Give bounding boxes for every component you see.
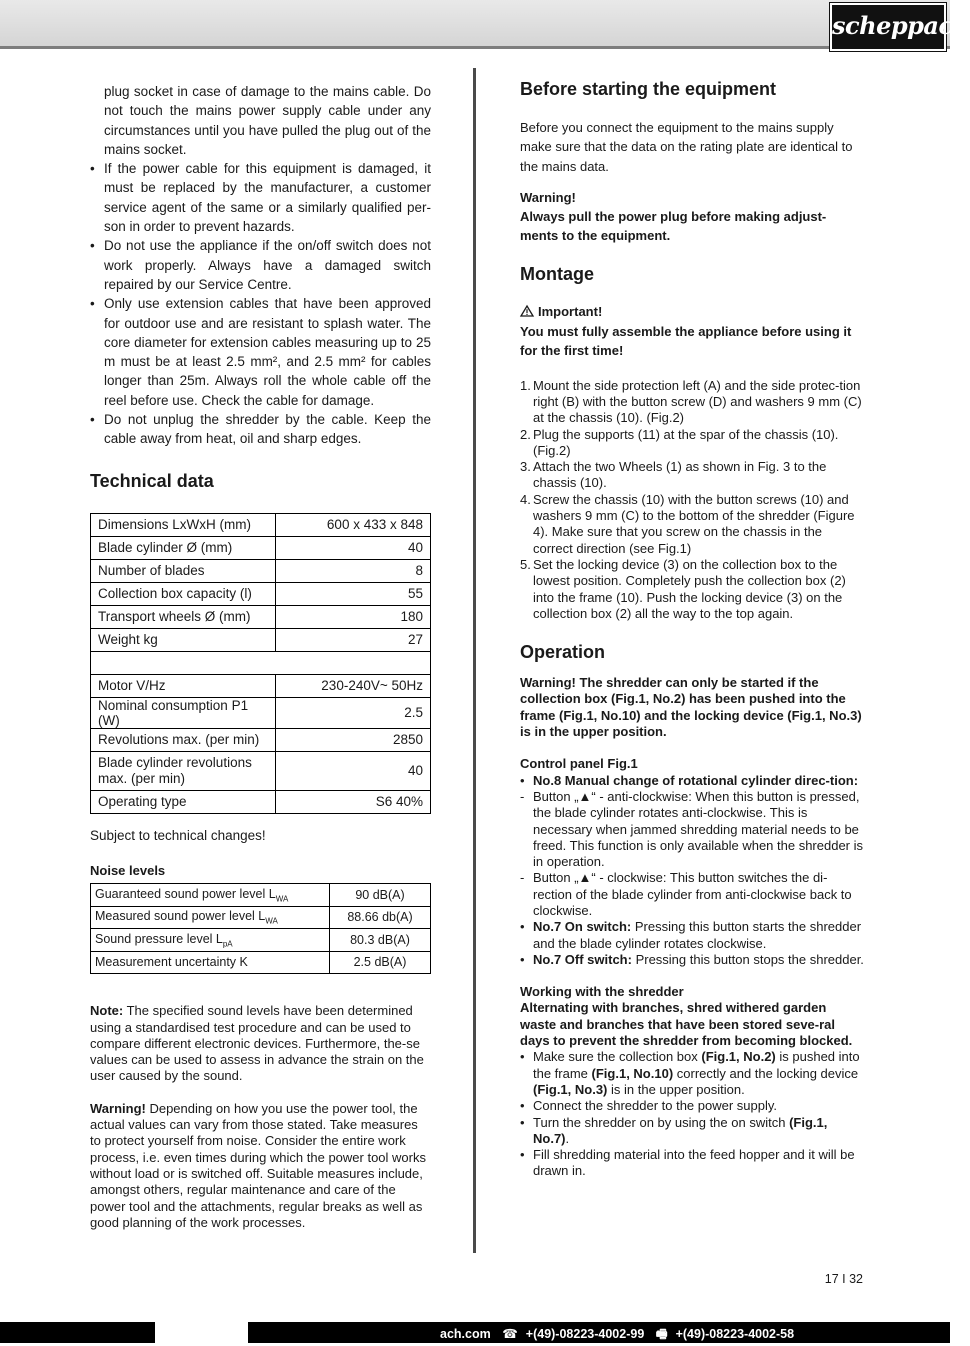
list-item: • Do not use the appliance if the on/off switch does not work properly. Always have a damaged switch repaired by our Service Centre. [90,238,431,292]
list-item: 3. Attach the two Wheels (1) as shown in Fig. 3 to the chassis (10). [520,459,827,491]
list-item: • Only use extension cables that have been approved for outdoor use and are resistant to splash water. The core diameter for extension cables measuring up to 25 m must be at least 2.5 mm², and 2.5 mm² for cables longer than 25m. Always roll the whole cable off the reel before use. Check the cable for damage. [90,296,431,408]
phone-icon: ☎ [502,1327,518,1341]
list-item: 4. Screw the chassis (10) with the button screws (10) and washers 9 mm (C) to the bottom of the shredder (Figure 4). Make sure that you screw on the chassis in the correct direction (see Fig.1) [520,491,855,556]
safety-bullets [90,159,431,448]
noise-levels-heading: Noise levels [90,862,166,878]
table-row: Guaranteed sound power level $L_{WA}$ 90 dB(A) [91,884,431,907]
subject-note: Subject to technical changes! [90,827,266,843]
footer-gap [155,1322,248,1343]
noise-warning-paragraph: Warning! Depending on how you use the power tool, the actual values can vary from those stated. Take measures to protect yourself from noise. Consider the entire work process, i.e. even times during which the power tool works without load or is switched off. Suitable measures include, amongst others, regular maintenance and care of the power tool and the attachments, regular breaks as well as good planning of the work processes. [90,1100,426,1230]
phone-number: +(49)-08223-4002-99 [525,1327,645,1341]
list-item: • No.7 On switch: Pressing this button starts the shredder and the blade cylinder rotates clockwise. [520,919,862,951]
note-paragraph: Note: The specified sound levels have been determined using a standardised test procedure and can be used to compare different electronic devices. Furthermore, the-se values can be used to assess in advance the strain on the user caused by the sound. [90,1003,424,1084]
footer-bar [0,1322,950,1343]
before-starting-heading: Before starting the equipment [520,79,777,99]
list-item: - Button „▲“ - clockwise: This button switches the di-rection of the blade cylinder from anti-clockwise back to clockwise. [520,870,852,918]
list-item: • Turn the shredder on by using the on switch (Fig.1, No.7). [520,1114,828,1146]
fax-icon: 🖷 [655,1327,668,1341]
important-text: You must fully assemble the appliance before using it for the first time! [520,324,852,359]
list-item: 2. Plug the supports (11) at the spar of the chassis (10). (Fig.2) [520,426,839,458]
list-item: • Fill shredding material into the feed hopper and it will be drawn in. [520,1147,855,1179]
montage-steps [520,378,864,622]
fax-number: +(49)-08223-4002-58 [675,1327,795,1341]
column-divider [473,68,476,1253]
header-band [0,0,950,49]
working-heading: Working with the shredder [520,984,684,1000]
table-row: Revolutions max. (per min) 2850 [91,728,431,751]
montage-heading: Montage [520,263,594,284]
before-starting-text: Before you connect the equipment to the mains supply make sure that the data on the rating plate are identical to the mains data. [520,120,853,174]
table-row: Measurement uncertainty K 2.5 dB(A) [91,951,431,974]
list-item: • No.7 Off switch: Pressing this button stops the shredder. [520,951,864,967]
table-row: Weight kg 27 [91,628,431,651]
control-panel-list [520,773,864,969]
operation-heading: Operation [520,642,606,663]
brand-logo: scheppach [830,3,946,51]
working-list [520,1049,864,1179]
important-label-line: Important! [520,302,864,322]
table-row: Operating type S6 40% [91,790,431,813]
table-row: Number of blades 8 [91,559,431,582]
list-item: • If the power cable for this equipment is damaged, it must be replaced by the manufacturer, a customer service agent of the same or a similarly qualified per-son in order to prevent hazards. [90,161,431,235]
control-panel-heading: Control panel Fig.1 [520,756,638,772]
table-row: Collection box capacity (l) 55 [91,582,431,605]
website-text: ach.com [440,1327,491,1341]
table-row: Transport wheels Ø (mm) 180 [91,605,431,628]
left-column [90,82,431,1231]
list-item: 5. Set the locking device (3) on the collection box to the lowest position. Completely push the collection box (2) into the frame (10). Push the locking device (3) on the collection box (2) all the way to the top again. [520,556,846,621]
list-item: • Do not unplug the shredder by the cable. Keep the cable away from heat, oil and sharp edges. [90,412,431,447]
table-row-spacer [91,651,431,674]
table-row: Blade cylinder revolutions max. (per min) 40 [91,751,431,790]
list-item: - Button „▲“ - anti-clockwise: When this button is pressed, the blade cylinder rotates anti-clockwise. This is necessary when jammed shredding material needs to be freed. This function is only available when the shredder is in operation. [520,788,864,870]
table-row: Blade cylinder Ø (mm) 40 [91,536,431,559]
right-column [520,78,864,1180]
table-row: Sound pressure level $L_{pA}$ 80.3 dB(A) [91,929,431,952]
table-row: Nominal consumption P1 (W) 2.5 [91,697,431,728]
list-item: • Connect the shredder to the power supply. [520,1098,778,1114]
technical-data-heading: Technical data [90,470,214,491]
intro-continuation: plug socket in case of damage to the mains cable. Do not touch the mains power supply cable under any circumstances until you have pulled the plug out of the mains socket. [104,84,431,157]
table-row: Measured sound power level $L_{WA}$ 88.66 db(A) [91,906,431,929]
technical-data-table [90,513,431,814]
operation-warning: Warning! The shredder can only be started if the collection box (Fig.1, No.2) has been pushed into the frame (Fig.1, No.10) and the locking device (Fig.1, No.3) is in the upper position. [520,675,862,740]
contact-info [440,1325,802,1346]
list-item: • No.8 Manual change of rotational cylinder direc-tion: [520,772,859,788]
page-number: 17 I 32 [824,1272,863,1286]
list-item: • Make sure the collection box (Fig.1, No.2) is pushed into the frame (Fig.1, No.10) correctly and the locking device (Fig.1, No.3) is in the upper position. [520,1049,860,1097]
before-warning-text: Always pull the power plug before making adjust-ments to the equipment. [520,209,827,244]
working-intro: Alternating with branches, shred withered garden waste and branches that have been stored seve-ral days to prevent the shredder from becoming blocked. [520,1000,853,1049]
noise-levels-table [90,883,431,974]
table-row: Dimensions LxWxH (mm) 600 x 433 x 848 [91,513,431,536]
before-warning-label: Warning! [520,189,576,205]
list-item: 1. Mount the side protection left (A) and the side protec-tion right (B) with the button screw (D) and washers 9 mm (C) at the chassis (10). (Fig.2) [520,377,862,426]
warning-triangle-icon [520,303,534,322]
table-row: Motor V/Hz 230-240V~ 50Hz [91,674,431,697]
